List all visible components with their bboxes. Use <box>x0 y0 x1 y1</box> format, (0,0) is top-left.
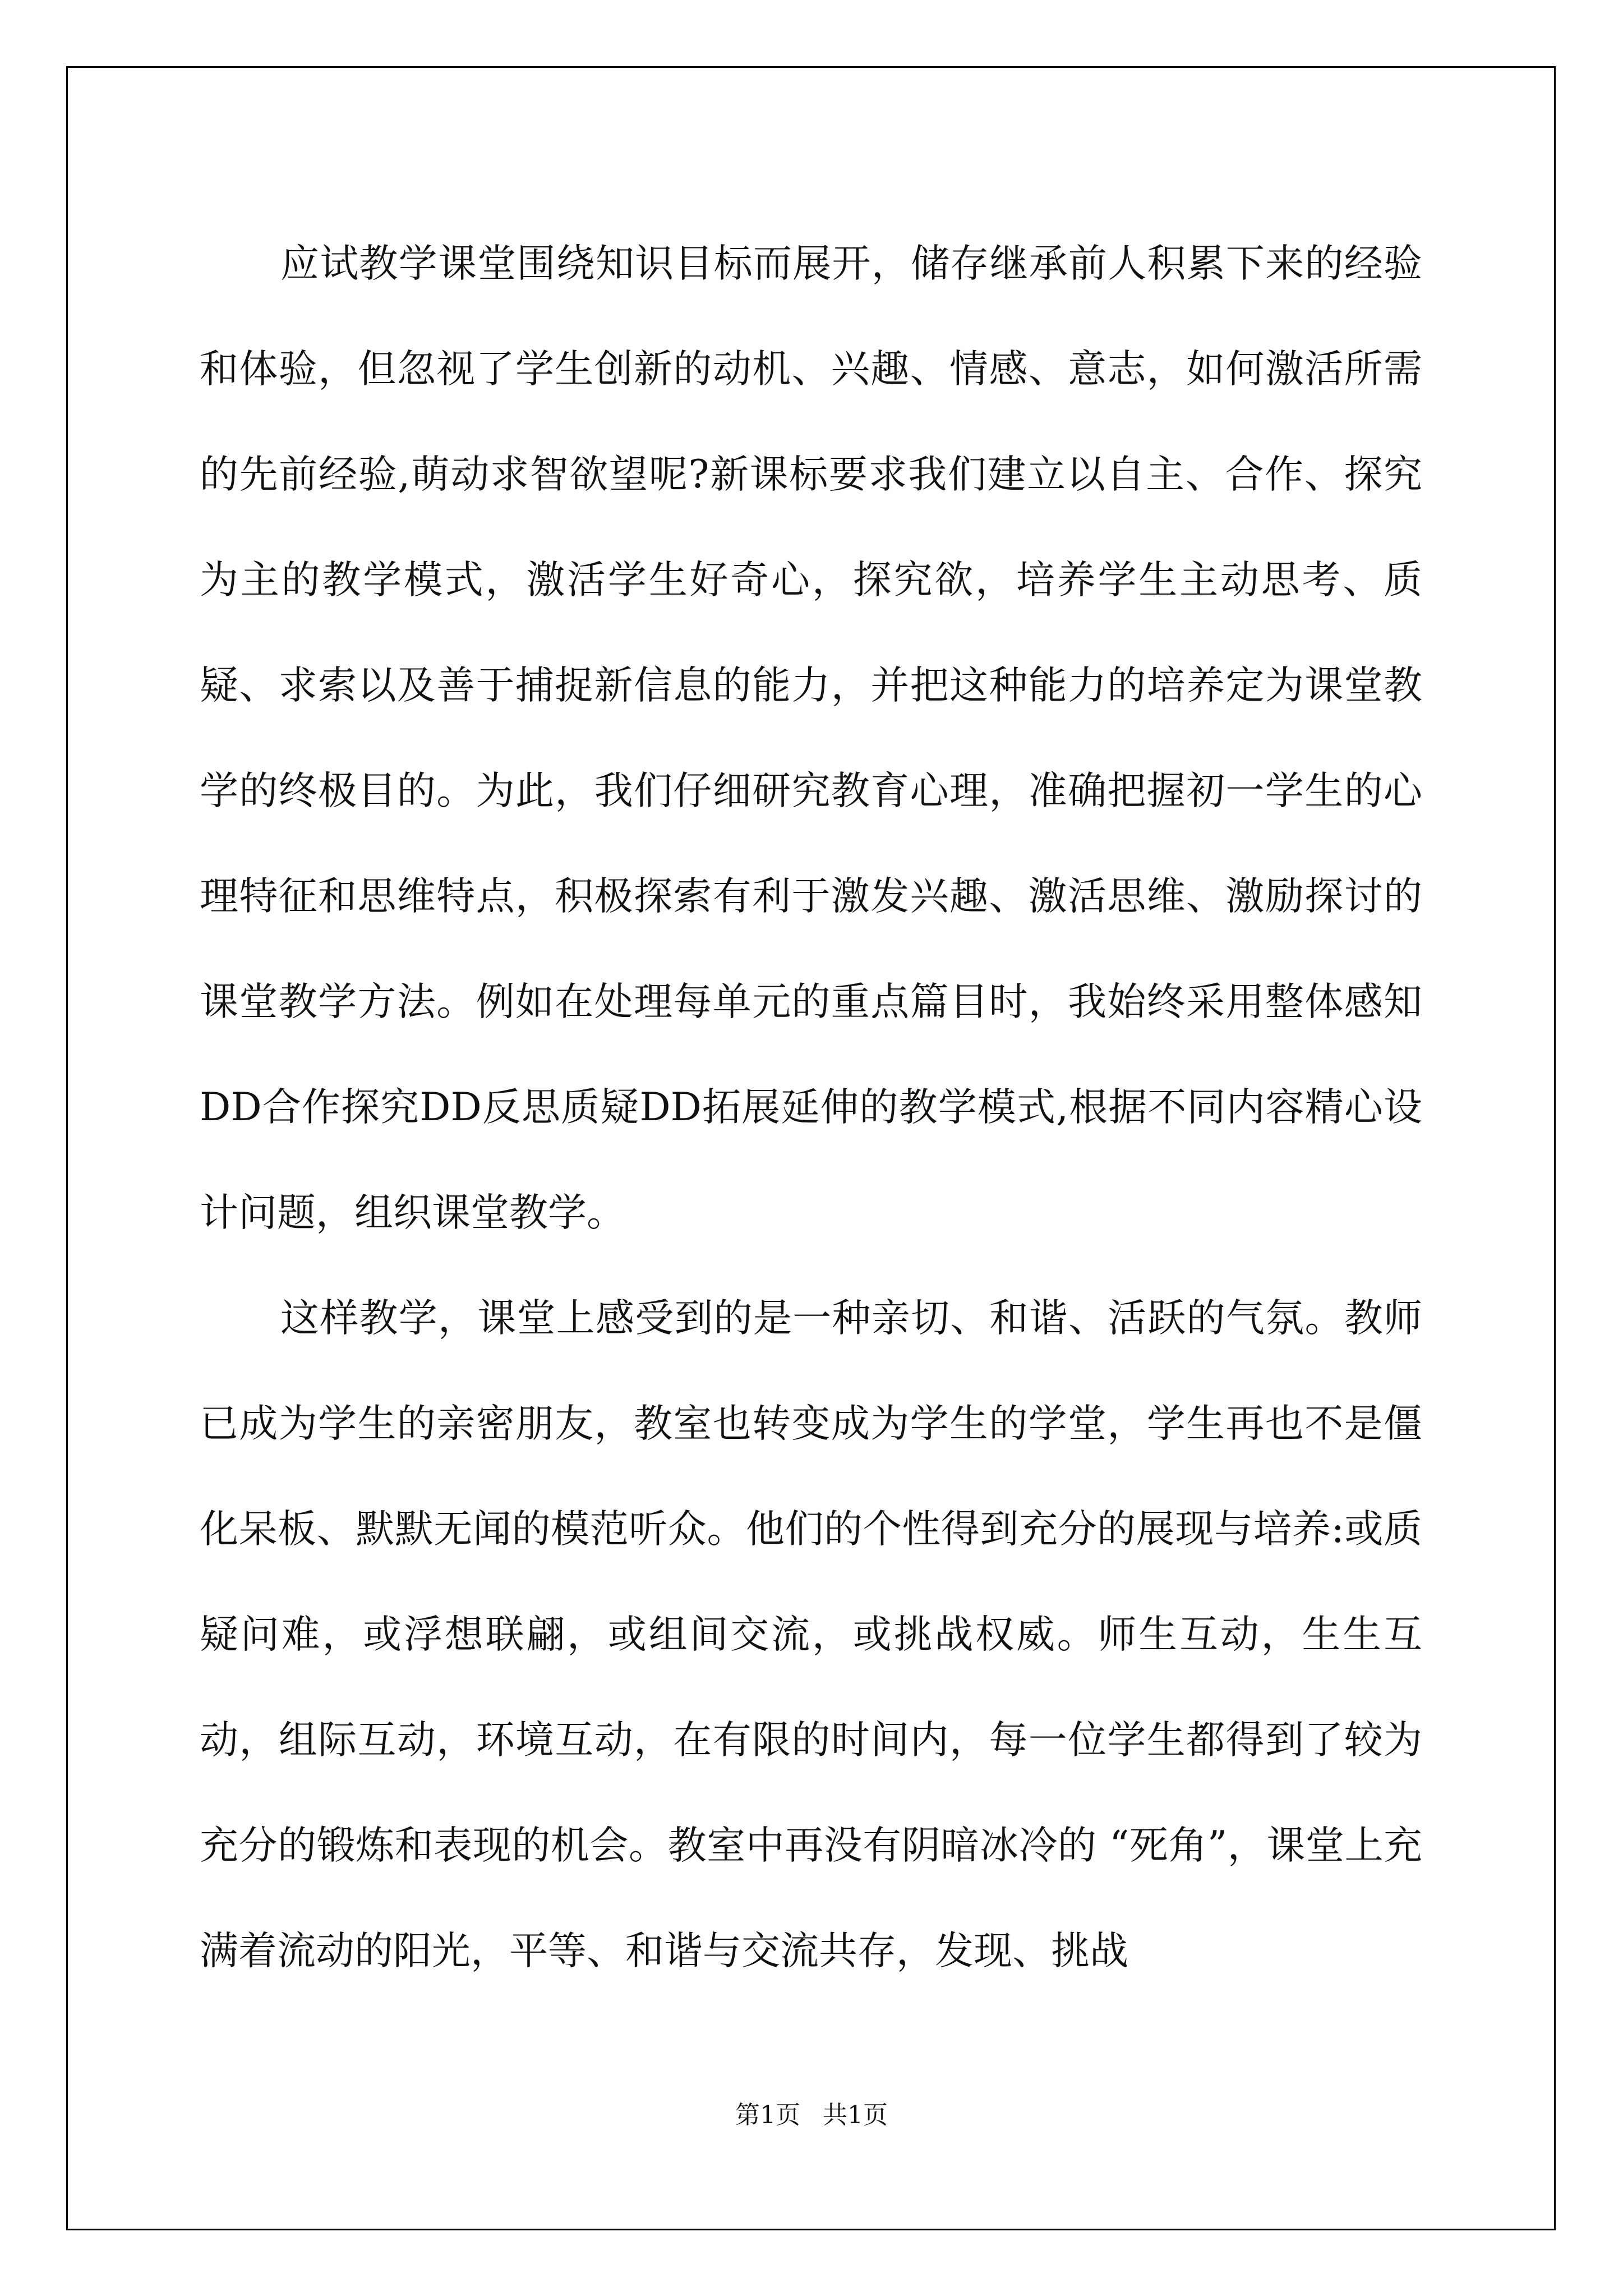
document-body <box>200 211 1422 2004</box>
page-footer <box>0 2095 1623 2131</box>
paragraph-2: 这样教学，课堂上感受到的是一种亲切、和谐、活跃的气氛。教师已成为学生的亲密朋友，教室也转变成为学生的学堂，学生再也不是僵化呆板、默默无闻的模范听众。他们的个性得到充分的展现与培养:或质疑问难，或浮想联翩，或组间交流，或挑战权威。师生互动，生生互动，组际互动，环境互动，在有限的时间内，每一位学生都得到了较为充分的锻炼和表现的机会。教室中再没有阴暗冰冷的 “死角”，课堂上充满着流动的阳光，平等、和谐与交流共存，发现、挑战 <box>200 1296 1422 1973</box>
paragraph-1: 应试教学课堂围绕知识目标而展开，储存继承前人积累下来的经验和体验，但忽视了学生创新的动机、兴趣、情感、意志，如何激活所需的先前经验,萌动求智欲望呢?新课标要求我们建立以自主、合作、探究为主的教学模式，激活学生好奇心，探究欲，培养学生主动思考、质疑、求索以及善于捕捉新信息的能力，并把这种能力的培养定为课堂教学的终极目的。为此，我们仔细研究教育心理，准确把握初一学生的心理特征和思维特点，积极探索有利于激发兴趣、激活思维、激励探讨的课堂教学方法。例如在处理每单元的重点篇目时，我始终采用整体感知DD合作探究DD反思质疑DD拓展延伸的教学模式,根据不同内容精心设计问题，组织课堂教学。 <box>200 241 1422 1235</box>
page-number: 第1页 <box>735 2101 800 2129</box>
page-total: 共1页 <box>823 2101 888 2129</box>
